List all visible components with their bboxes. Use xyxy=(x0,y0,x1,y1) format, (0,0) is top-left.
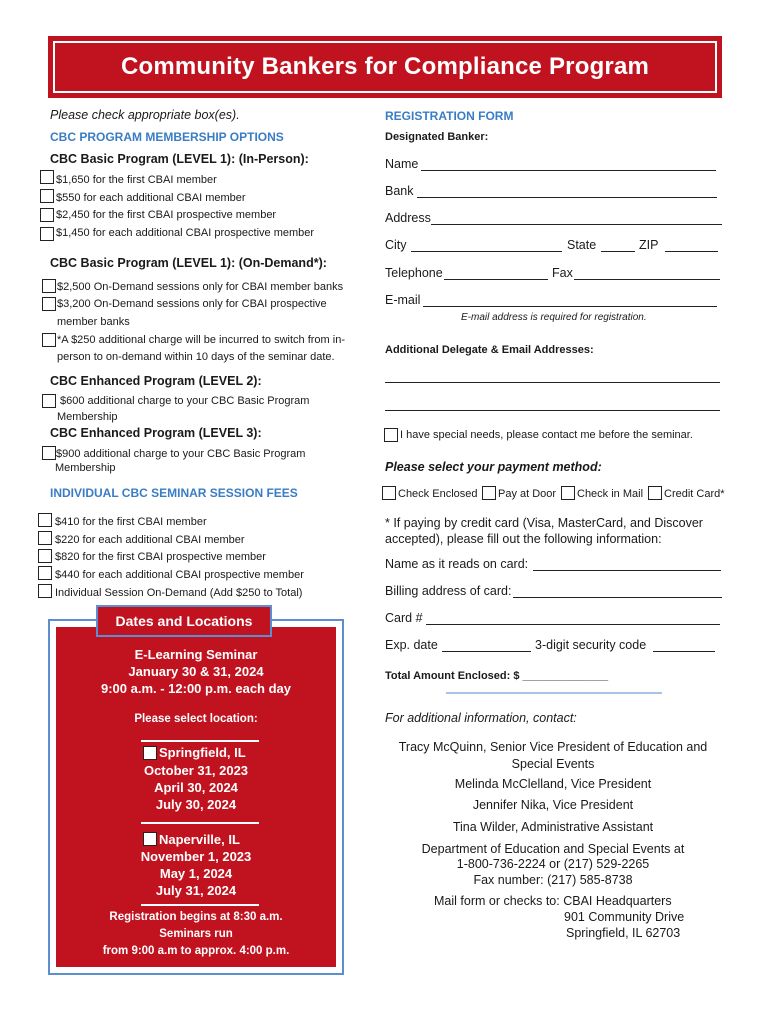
seminar-option-4: $440 for each additional CBAI prospective member xyxy=(55,569,304,581)
level1-inperson-option-2: $550 for each additional CBAI member xyxy=(56,192,246,204)
credit-card-note: * If paying by credit card (Visa, MasterCard, and Discover accepted), please fill out the following information: xyxy=(385,516,703,546)
city-field[interactable] xyxy=(411,251,562,252)
level1-inperson-option-3: $2,450 for the first CBAI prospective member xyxy=(56,209,277,221)
seminar-checkbox-1[interactable] xyxy=(38,513,52,527)
level1-ondemand-option-2: $3,200 On-Demand sessions only for CBAI prospective xyxy=(57,298,327,310)
naperville-date-3: July 31, 2024 xyxy=(155,883,237,898)
level2-option-cont: Membership xyxy=(57,411,118,423)
email-note: E-mail address is required for registration. xyxy=(461,312,647,323)
level1-inperson-checkbox-2[interactable] xyxy=(40,189,54,203)
elearning-dates: January 30 & 31, 2024 xyxy=(128,664,264,679)
contact-tracy: Tracy McQuinn, Senior Vice President of Education and Special Events xyxy=(398,740,708,771)
check-in-mail-checkbox[interactable] xyxy=(561,486,575,500)
seminar-fees-heading: INDIVIDUAL CBC SEMINAR SESSION FEES xyxy=(50,486,298,500)
special-needs-checkbox[interactable] xyxy=(384,428,398,442)
seminar-hours: from 9:00 a.m to approx. 4:00 p.m. xyxy=(102,945,290,957)
elearning-title: E-Learning Seminar xyxy=(134,647,258,662)
mail-to-label: Mail form or checks to: CBAI Headquarters xyxy=(434,894,672,908)
level1-ondemand-option-2-cont: member banks xyxy=(57,316,130,328)
address-label: Address xyxy=(385,211,431,225)
name-label: Name xyxy=(385,157,419,171)
level1-inperson-heading: CBC Basic Program (LEVEL 1): (In-Person): xyxy=(50,152,309,166)
telephone-label: Telephone xyxy=(385,266,443,280)
exp-date-field[interactable] xyxy=(442,651,531,652)
registration-time: Registration begins at 8:30 a.m. xyxy=(109,911,283,923)
naperville-name: Naperville, IL xyxy=(159,832,240,847)
seminar-option-3: $820 for the first CBAI prospective member xyxy=(55,551,266,563)
delegate-field-2[interactable] xyxy=(385,410,720,411)
level1-ondemand-note: *A $250 additional charge will be incurred to switch from in- xyxy=(57,334,345,346)
springfield-checkbox[interactable] xyxy=(143,746,157,760)
divider-2 xyxy=(141,822,259,824)
level1-ondemand-option-1: $2,500 On-Demand sessions only for CBAI member banks xyxy=(57,281,344,293)
check-enclosed-label: Check Enclosed xyxy=(398,488,478,500)
credit-card-label: Credit Card* xyxy=(664,488,725,500)
billing-address-field[interactable] xyxy=(513,597,722,598)
naperville-checkbox[interactable] xyxy=(143,832,157,846)
seminar-option-1: $410 for the first CBAI member xyxy=(55,516,207,528)
level1-inperson-option-4: $1,450 for each additional CBAI prospective member xyxy=(56,227,315,239)
level1-ondemand-checkbox-1[interactable] xyxy=(42,279,56,293)
city-label: City xyxy=(385,238,407,252)
level2-heading: CBC Enhanced Program (LEVEL 2): xyxy=(50,374,262,388)
seminar-option-2: $220 for each additional CBAI member xyxy=(55,534,245,546)
springfield-date-2: April 30, 2024 xyxy=(154,780,238,795)
level3-option: $900 additional charge to your CBC Basic Program xyxy=(56,448,306,460)
fax-field[interactable] xyxy=(574,279,720,280)
check-enclosed-checkbox[interactable] xyxy=(382,486,396,500)
section-divider xyxy=(446,692,662,694)
dates-locations-panel xyxy=(56,627,336,967)
registration-form-heading: REGISTRATION FORM xyxy=(385,109,514,123)
level1-inperson-option-1: $1,650 for the first CBAI member xyxy=(56,174,217,186)
seminars-run: Seminars run xyxy=(159,928,233,940)
springfield-name: Springfield, IL xyxy=(159,745,246,760)
special-needs-label: I have special needs, please contact me before the seminar. xyxy=(400,429,693,441)
zip-label: ZIP xyxy=(639,238,659,252)
seminar-checkbox-5[interactable] xyxy=(38,584,52,598)
name-on-card-label: Name as it reads on card: xyxy=(385,557,529,571)
level3-checkbox[interactable] xyxy=(42,446,56,460)
title-banner xyxy=(48,36,722,98)
divider-3 xyxy=(141,904,259,906)
level3-heading: CBC Enhanced Program (LEVEL 3): xyxy=(50,426,262,440)
additional-delegates-label: Additional Delegate & Email Addresses: xyxy=(385,344,594,356)
state-field[interactable] xyxy=(601,251,635,252)
billing-address-label: Billing address of card: xyxy=(385,584,512,598)
dates-locations-box xyxy=(48,619,344,975)
payment-method-heading: Please select your payment method: xyxy=(385,460,602,474)
seminar-option-5: Individual Session On-Demand (Add $250 to Total) xyxy=(55,587,303,599)
telephone-field[interactable] xyxy=(444,279,548,280)
fax-number: Fax number: (217) 585-8738 xyxy=(473,873,633,887)
level1-ondemand-checkbox-3[interactable] xyxy=(42,333,56,347)
level2-checkbox[interactable] xyxy=(42,394,56,408)
seminar-checkbox-3[interactable] xyxy=(38,549,52,563)
bank-label: Bank xyxy=(385,184,414,198)
bank-field[interactable] xyxy=(417,197,717,198)
instruction-text: Please check appropriate box(es). xyxy=(50,108,240,122)
springfield-date-3: July 30, 2024 xyxy=(155,797,237,812)
name-on-card-field[interactable] xyxy=(533,570,721,571)
check-in-mail-label: Check in Mail xyxy=(577,488,644,500)
naperville-date-1: November 1, 2023 xyxy=(140,849,252,864)
card-number-field[interactable] xyxy=(426,624,720,625)
zip-field[interactable] xyxy=(665,251,718,252)
mail-city: Springfield, IL 62703 xyxy=(566,926,681,940)
card-number-label: Card # xyxy=(385,611,423,625)
pay-at-door-checkbox[interactable] xyxy=(482,486,496,500)
contact-tina: Tina Wilder, Administrative Assistant xyxy=(452,820,654,834)
security-code-field[interactable] xyxy=(653,651,715,652)
designated-banker-label: Designated Banker: xyxy=(385,131,489,143)
contact-melinda: Melinda McClelland, Vice President xyxy=(454,777,652,791)
phone-numbers: 1-800-736-2224 or (217) 529-2265 xyxy=(456,857,650,871)
membership-heading: CBC PROGRAM MEMBERSHIP OPTIONS xyxy=(50,130,284,144)
seminar-checkbox-4[interactable] xyxy=(38,566,52,580)
state-label: State xyxy=(567,238,597,252)
total-amount-label: Total Amount Enclosed: $ ______________ xyxy=(385,670,609,682)
contact-jennifer: Jennifer Nika, Vice President xyxy=(472,798,634,812)
title-banner-frame xyxy=(53,41,717,93)
level1-ondemand-heading: CBC Basic Program (LEVEL 1): (On-Demand*): xyxy=(50,256,327,270)
springfield-date-1: October 31, 2023 xyxy=(143,763,249,778)
security-code-label: 3-digit security code xyxy=(535,638,647,652)
email-field[interactable] xyxy=(423,306,717,307)
address-field[interactable] xyxy=(431,224,722,225)
naperville-date-2: May 1, 2024 xyxy=(159,866,233,881)
elearning-time: 9:00 a.m. - 12:00 p.m. each day xyxy=(100,681,292,696)
select-location-prompt: Please select location: xyxy=(134,713,258,725)
exp-date-label: Exp. date xyxy=(385,638,438,652)
level1-inperson-checkbox-4[interactable] xyxy=(40,227,54,241)
page-title: Community Bankers for Compliance Program xyxy=(120,53,650,80)
email-label: E-mail xyxy=(385,293,421,307)
level3-option-cont: Membership xyxy=(55,462,116,474)
divider-1 xyxy=(141,740,259,742)
pay-at-door-label: Pay at Door xyxy=(498,488,557,500)
level1-inperson-checkbox-3[interactable] xyxy=(40,208,54,222)
delegate-field-1[interactable] xyxy=(385,382,720,383)
level1-inperson-checkbox-1[interactable] xyxy=(40,170,54,184)
level2-option: $600 additional charge to your CBC Basic Program xyxy=(60,395,310,407)
name-field[interactable] xyxy=(421,170,716,171)
level1-ondemand-note-cont: person to on-demand within 10 days of the seminar date. xyxy=(57,351,335,363)
fax-label: Fax xyxy=(552,266,573,280)
mail-street: 901 Community Drive xyxy=(564,910,685,924)
credit-card-checkbox[interactable] xyxy=(648,486,662,500)
dates-locations-tab: Dates and Locations xyxy=(96,605,272,637)
level1-ondemand-checkbox-2[interactable] xyxy=(42,297,56,311)
additional-info-heading: For additional information, contact: xyxy=(385,711,577,725)
seminar-checkbox-2[interactable] xyxy=(38,531,52,545)
department-line: Department of Education and Special Events at xyxy=(421,842,685,856)
